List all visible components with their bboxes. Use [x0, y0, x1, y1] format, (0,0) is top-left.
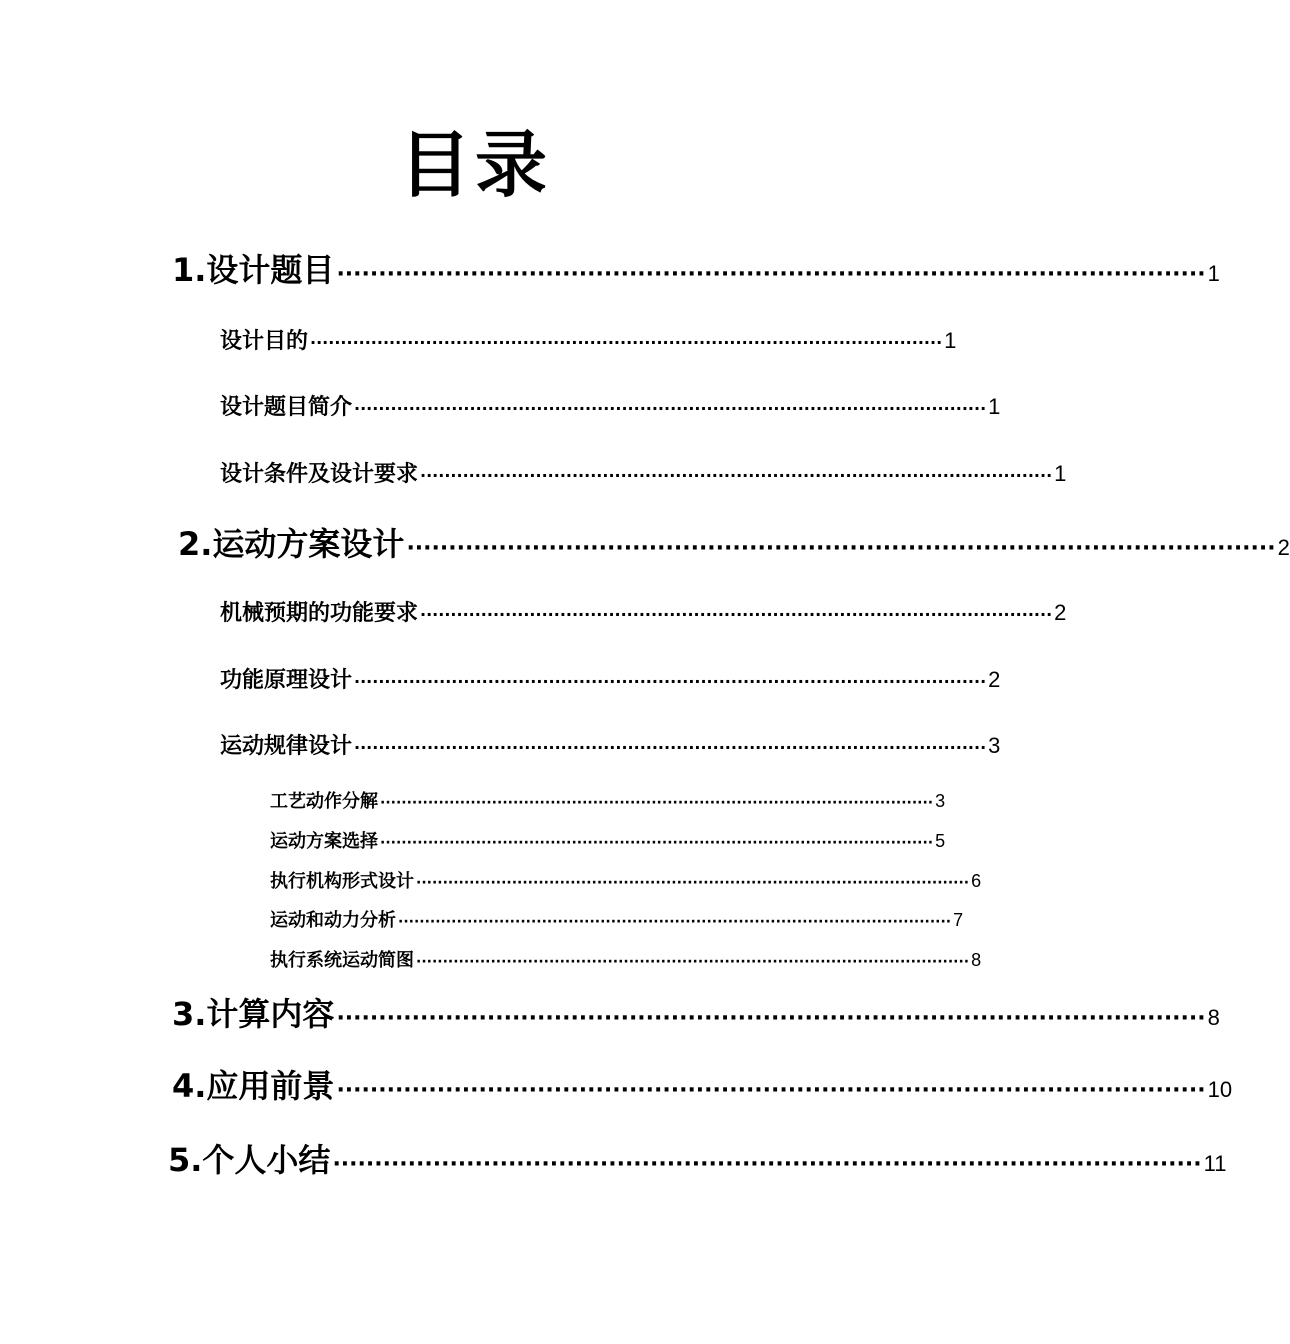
toc-entry-1-3[interactable]: [220, 459, 1067, 491]
toc-page-number: 2: [1277, 535, 1290, 560]
toc-leader-dots: ········································································································: [416, 954, 970, 970]
toc-leader-dots: ········································································································: [420, 605, 1053, 624]
toc-page-number: 8: [971, 950, 982, 970]
toc-entry-2-2[interactable]: [220, 665, 1001, 697]
toc-entry-label: 功能原理设计: [220, 668, 353, 693]
toc-leader-dots: ········································································································: [406, 536, 1276, 561]
toc-entry-2-3[interactable]: [220, 731, 1001, 763]
toc-entry-2-3-3[interactable]: [270, 869, 982, 895]
toc-entry-label: 执行机构形式设计: [270, 871, 414, 892]
toc-entry-5[interactable]: [168, 1140, 1227, 1185]
toc-entry-label: 3.计算内容: [172, 995, 335, 1033]
toc-entry-label: 设计题目简介: [220, 395, 353, 420]
page-title: 目录: [398, 123, 551, 207]
toc-entry-2-3-2[interactable]: [270, 829, 946, 855]
toc-leader-dots: ········································································································: [420, 466, 1053, 485]
toc-leader-dots: ········································································································: [354, 738, 987, 757]
toc-leader-dots: ········································································································: [416, 875, 970, 891]
toc-entry-label: 设计目的: [220, 329, 309, 354]
toc-page-number: 3: [988, 733, 1001, 758]
toc-leader-dots: ········································································································: [336, 1078, 1206, 1103]
toc-entry-1-2[interactable]: [220, 392, 1001, 424]
toc-entry-4[interactable]: [172, 1066, 1233, 1111]
toc-page-number: 2: [1054, 600, 1067, 625]
toc-page-number: 7: [953, 910, 964, 930]
toc-entry-1[interactable]: [172, 250, 1220, 295]
toc-entry-2-3-1[interactable]: [270, 789, 946, 815]
toc-page-number: 8: [1207, 1005, 1220, 1030]
toc-leader-dots: ········································································································: [380, 795, 934, 811]
toc-entry-label: 设计条件及设计要求: [220, 462, 419, 487]
toc-entry-2-3-5[interactable]: [270, 948, 982, 974]
toc-entry-2-3-4[interactable]: [270, 908, 964, 934]
toc-entry-2-1[interactable]: [220, 598, 1067, 630]
toc-entry-1-1[interactable]: [220, 326, 957, 358]
toc-page-number: 6: [971, 871, 982, 891]
toc-entry-label: 4.应用前景: [172, 1067, 335, 1105]
toc-entry-label: 运动和动力分析: [270, 910, 396, 931]
toc-leader-dots: ········································································································: [336, 1006, 1206, 1031]
toc-entry-label: 工艺动作分解: [270, 791, 378, 812]
toc-leader-dots: ········································································································: [310, 333, 943, 352]
toc-entry-2[interactable]: [178, 524, 1290, 569]
toc-page-number: 2: [988, 667, 1001, 692]
toc-leader-dots: ········································································································: [354, 399, 987, 418]
toc-entry-label: 2.运动方案设计: [178, 525, 405, 563]
toc-page-number: 1: [944, 328, 957, 353]
toc-entry-label: 运动规律设计: [220, 734, 353, 759]
toc-entry-label: 执行系统运动简图: [270, 950, 414, 971]
toc-entry-label: 5.个人小结: [168, 1141, 331, 1179]
toc-entry-label: 运动方案选择: [270, 831, 378, 852]
toc-entry-label: 1.设计题目: [172, 251, 335, 289]
toc-leader-dots: ········································································································: [380, 835, 934, 851]
toc-page-number: 3: [935, 791, 946, 811]
toc-page-number: 1: [1207, 261, 1220, 286]
toc-page-number: 1: [988, 394, 1001, 419]
toc-page-number: 1: [1054, 461, 1067, 486]
toc-leader-dots: ········································································································: [332, 1152, 1202, 1177]
toc-page-number: 11: [1203, 1151, 1227, 1176]
toc-leader-dots: ········································································································: [398, 914, 952, 930]
toc-entry-3[interactable]: [172, 994, 1220, 1039]
toc-leader-dots: ········································································································: [336, 262, 1206, 287]
toc-page-number: 10: [1207, 1077, 1233, 1102]
toc-leader-dots: ········································································································: [354, 672, 987, 691]
toc-entry-label: 机械预期的功能要求: [220, 601, 419, 626]
toc-page-number: 5: [935, 831, 946, 851]
